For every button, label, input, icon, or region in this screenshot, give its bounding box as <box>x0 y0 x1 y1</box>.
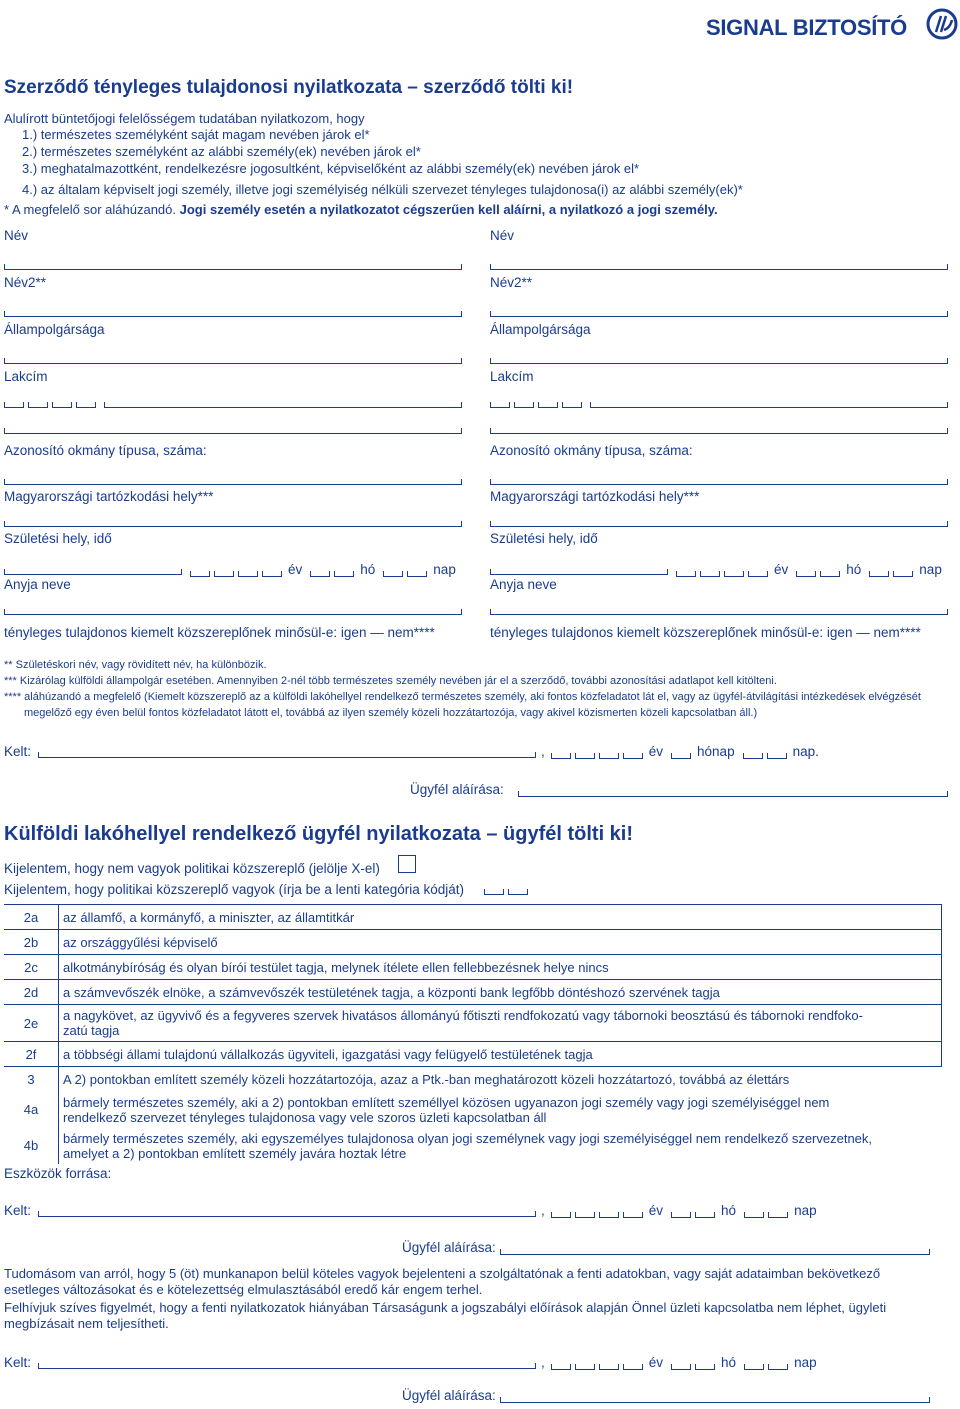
notice-paragraph-line2: esetleges változásokat és e kötelezettség elmulasztásából eredő kár engem terhel. <box>4 1282 483 1297</box>
right-name-field[interactable] <box>490 264 948 270</box>
category-text: alkotmánybíróság és olyan bírói testület tagja, melynek ítélete ellen fellebbezésnek helye nincs <box>59 955 942 980</box>
option-4[interactable]: 4.) az általam képviselt jogi személy, illetve jogi személyiség nélküli szervezet tényleges tulajdonosa(i) az alábbi személy(ek)* <box>22 182 743 197</box>
warning-paragraph-line2: megbízásait nem teljesítheti. <box>4 1316 169 1331</box>
category-text: az országgyűlési képviselő <box>59 930 942 955</box>
category-text: a számvevőszék elnöke, a számvevőszék testületének tagja, a központi bank legfőbb döntéshozó szervének tagja <box>59 980 942 1005</box>
left-pep-question[interactable]: tényleges tulajdonos kiemelt közszereplőnek minősül-e: igen — nem**** <box>4 625 435 640</box>
not-pep-declaration: Kijelentem, hogy nem vagyok politikai közszereplő (jelölje X-el) <box>4 861 380 876</box>
s2-date-fields[interactable]: , év hó nap <box>541 1203 817 1218</box>
left-residence-label: Magyarországi tartózkodási hely*** <box>4 489 214 504</box>
section1-title: Szerződő tényleges tulajdonosi nyilatkozata – szerződő tölti ki! <box>4 77 574 98</box>
not-pep-checkbox[interactable] <box>398 855 416 873</box>
closing-date-label: Kelt: <box>4 1355 32 1370</box>
right-postcode-boxes[interactable] <box>490 402 586 408</box>
table-row <box>4 1092 942 1128</box>
right-address-field-2[interactable] <box>490 428 948 434</box>
s1-signature-field[interactable] <box>518 791 948 797</box>
section2-title: Külföldi lakóhellyel rendelkező ügyfél nyilatkozata – ügyfél tölti ki! <box>4 823 634 845</box>
left-name-label: Név <box>4 228 29 243</box>
s2-signature-field[interactable] <box>500 1249 930 1255</box>
left-birth-date[interactable]: év hó nap <box>190 562 456 577</box>
left-address-label: Lakcím <box>4 369 48 384</box>
footnote-2: ** Születéskori név, vagy rövidített név, ha különbözik. <box>4 659 267 671</box>
left-name-field[interactable] <box>4 264 462 270</box>
option-1[interactable]: 1.) természetes személyként saját magam nevében járok el* <box>22 127 370 142</box>
pep-category-table <box>4 904 942 1164</box>
s2-date-place-field[interactable] <box>38 1211 536 1217</box>
right-id-doc-field[interactable] <box>490 479 948 485</box>
right-citizenship-label: Állampolgársága <box>490 322 591 337</box>
right-name2-field[interactable] <box>490 311 948 317</box>
right-pep-question[interactable]: tényleges tulajdonos kiemelt közszereplőnek minősül-e: igen — nem**** <box>490 625 921 640</box>
footnote-4: **** aláhúzandó a megfelelő (Kiemelt közszereplő az a külföldi lakóhellyel rendelkező természetes személy, aki fontos közfeladatot lát el, vagy az ügyfél-átvilágítási intézkedések elvégzését <box>4 691 921 703</box>
underline-note: * A megfelelő sor aláhúzandó. Jogi személy esetén a nyilatkozatot cégszerűen kell aláírni, a nyilatkozó a jogi személy. <box>4 202 718 217</box>
s1-date-label: Kelt: <box>4 744 32 759</box>
left-name2-label: Név2** <box>4 275 47 290</box>
warning-paragraph-line1: Felhívjuk szíves figyelmét, hogy a fenti nyilatkozatok hiányában Társaságunk a jogszabályi előírások alapján Önnel üzleti kapcsolatba nem léphet, ügyleti <box>4 1300 887 1315</box>
category-text: bármely természetes személy, aki egyszemélyes tulajdonosa olyan jogi személynek vagy jogi személyiséggel nem rendelkező szervezetnek, amelyet a 2) pontokban említett személy javára hoztak létre <box>63 1130 873 1161</box>
category-code: 2d <box>4 980 59 1005</box>
left-citizenship-label: Állampolgársága <box>4 322 105 337</box>
left-citizenship-field[interactable] <box>4 358 462 364</box>
closing-date-place-field[interactable] <box>38 1363 536 1369</box>
category-text: bármely természetes személy, aki a 2) pontokban említett személlyel közösen ugyanazon jogi személy vagy jogi személyiséggel nem rendelkező szervezet tényleges tulajdonosa vagy vele szoros üzleti kapcsolatban áll <box>63 1094 830 1125</box>
right-id-doc-label: Azonosító okmány típusa, száma: <box>490 443 693 458</box>
s2-date-label: Kelt: <box>4 1203 32 1218</box>
table-row <box>4 1042 942 1067</box>
option-3[interactable]: 3.) meghatalmazottként, rendelkezésre jogosultként, képviselőként az alábbi személy(ek) nevében járok el* <box>22 161 640 176</box>
option-2[interactable]: 2.) természetes személyként az alábbi személy(ek) nevében járok el* <box>22 144 421 159</box>
category-code: 2c <box>4 955 59 980</box>
category-text: a nagykövet, az ügyvivő és a fegyveres szervek hivatásos állományú főtiszti rendfokozatú vagy tábornoki beosztású és tábornoki rendfoko- zatú tagja <box>59 1005 942 1042</box>
right-citizenship-field[interactable] <box>490 358 948 364</box>
table-row <box>4 980 942 1005</box>
category-code: 2a <box>4 905 59 930</box>
right-name2-label: Név2** <box>490 275 533 290</box>
right-birth-place-field[interactable] <box>490 569 668 575</box>
right-address-label: Lakcím <box>490 369 534 384</box>
table-row <box>4 1067 942 1092</box>
table-row <box>4 955 942 980</box>
left-id-doc-field[interactable] <box>4 479 462 485</box>
s1-signature-label: Ügyfél aláírása: <box>410 782 504 797</box>
right-mother-label: Anyja neve <box>490 577 557 592</box>
table-row <box>4 930 942 955</box>
pep-category-code-boxes[interactable] <box>484 889 532 895</box>
pep-declaration: Kijelentem, hogy politikai közszereplő vagyok (írja be a lenti kategória kódját) <box>4 882 464 897</box>
left-postcode-boxes[interactable] <box>4 402 100 408</box>
category-code: 2e <box>4 1005 59 1042</box>
notice-paragraph-line1: Tudomásom van arról, hogy 5 (öt) munkanapon belül köteles vagyok bejelenteni a szolgáltatónak a fenti adatokban, vagy saját adataimban bekövetkező <box>4 1266 881 1281</box>
left-residence-field[interactable] <box>4 521 462 527</box>
category-code: 3 <box>4 1067 59 1092</box>
s1-date-fields[interactable]: , év hónap nap. <box>541 744 819 759</box>
category-code: 4b <box>4 1128 59 1164</box>
company-logo-text: SIGNAL BIZTOSÍTÓ <box>706 15 907 40</box>
funds-source-label: Eszközök forrása: <box>4 1166 112 1181</box>
right-name-label: Név <box>490 228 515 243</box>
right-address-field[interactable] <box>590 402 948 408</box>
footnote-4-cont: megelőző egy éven belül fontos közfeladatot látott el, továbbá az ilyen személy közeli hozzátartozója, vagy akivel közismerten közeli kapcsolatban áll.) <box>24 707 758 719</box>
table-row <box>4 1128 942 1164</box>
closing-signature-label: Ügyfél aláírása: <box>402 1388 496 1403</box>
right-mother-field[interactable] <box>490 609 948 615</box>
table-row <box>4 905 942 930</box>
right-birth-date[interactable]: év hó nap <box>676 562 942 577</box>
category-text: a többségi állami tulajdonú vállalkozás ügyviteli, igazgatási vagy felügyelő testületének tagja <box>59 1042 942 1067</box>
left-id-doc-label: Azonosító okmány típusa, száma: <box>4 443 207 458</box>
category-text: az államfő, a kormányfő, a miniszter, az államtitkár <box>59 905 942 930</box>
s1-date-place-field[interactable] <box>38 752 536 758</box>
signal-logo-icon <box>926 8 958 40</box>
right-residence-label: Magyarországi tartózkodási hely*** <box>490 489 700 504</box>
declaration-intro: Alulírott büntetőjogi felelősségem tudatában nyilatkozom, hogy <box>4 111 365 126</box>
left-name2-field[interactable] <box>4 311 462 317</box>
closing-signature-field[interactable] <box>500 1397 930 1403</box>
right-residence-field[interactable] <box>490 521 948 527</box>
right-birth-label: Születési hely, idő <box>490 531 598 546</box>
category-code: 2b <box>4 930 59 955</box>
left-address-field[interactable] <box>104 402 462 408</box>
category-code: 4a <box>4 1092 59 1128</box>
left-birth-place-field[interactable] <box>4 569 182 575</box>
s2-signature-label: Ügyfél aláírása: <box>402 1240 496 1255</box>
closing-date-fields[interactable]: , év hó nap <box>541 1355 817 1370</box>
table-row <box>4 1005 942 1042</box>
left-birth-label: Születési hely, idő <box>4 531 112 546</box>
footnote-3: *** Kizárólag külföldi állampolgár esetében. Amennyiben 2-nél több természetes személy nevében jár el a szerződő, további azonosítási adatlapot kell kitölteni. <box>4 675 777 687</box>
category-code: 2f <box>4 1042 59 1067</box>
left-mother-field[interactable] <box>4 609 462 615</box>
left-mother-label: Anyja neve <box>4 577 71 592</box>
left-address-field-2[interactable] <box>4 428 462 434</box>
category-text: A 2) pontokban említett személy közeli hozzátartozója, azaz a Ptk.-ban meghatározott közeli hozzátartozó, továbbá az élettárs <box>63 1071 790 1087</box>
